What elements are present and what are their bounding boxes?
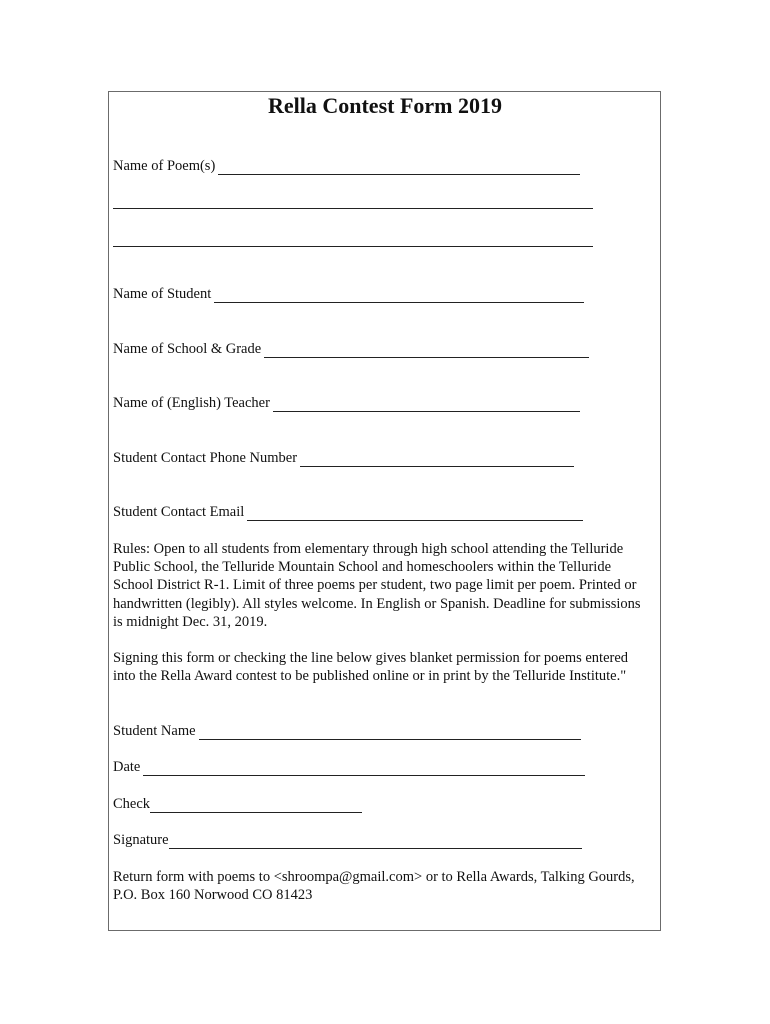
sign-student-name-label: Student Name <box>113 723 196 739</box>
poem-name-label: Name of Poem(s) <box>113 158 216 174</box>
check-field[interactable] <box>150 798 362 813</box>
teacher-row <box>113 394 580 412</box>
student-name-row <box>113 285 584 303</box>
date-label: Date <box>113 759 141 775</box>
email-row <box>113 503 583 521</box>
sign-student-name-row <box>113 722 581 740</box>
signature-row <box>113 831 582 849</box>
form-title: Rella Contest Form 2019 <box>267 93 502 118</box>
poem-name-field-line-3[interactable] <box>113 246 593 247</box>
school-grade-label: Name of School & Grade <box>113 341 262 357</box>
date-field[interactable] <box>143 761 585 776</box>
date-row <box>113 758 585 776</box>
school-grade-field[interactable] <box>264 343 589 358</box>
rules-text: Rules: Open to all students from elementary through high school attending the Telluride Public School, the Telluride Mountain School and homeschoolers within the Telluride School District R-1. Limit of three poems per student, two page limit per poem. Printed or handwritten (legibly). All styles welcome. In English or Spanish. Deadline for submissions is midnight Dec. 31, 2019. <box>113 541 641 630</box>
student-name-field[interactable] <box>214 288 584 303</box>
student-name-label: Name of Student <box>113 286 212 302</box>
phone-row <box>113 449 574 467</box>
poem-name-field[interactable] <box>218 160 580 175</box>
email-label: Student Contact Email <box>113 504 245 520</box>
poem-name-row <box>113 157 580 175</box>
signature-field[interactable] <box>169 834 582 849</box>
check-label: Check <box>113 796 151 812</box>
phone-label: Student Contact Phone Number <box>113 450 298 466</box>
sign-student-name-field[interactable] <box>199 725 581 740</box>
return-note: Return form with poems to <shroompa@gmail.com> or to Rella Awards, Talking Gourds, P.O. Box 160 Norwood CO 81423 <box>113 869 635 904</box>
phone-field[interactable] <box>300 452 574 467</box>
poem-name-field-line-2[interactable] <box>113 208 593 209</box>
permission-text: Signing this form or checking the line below gives blanket permission for poems entered into the Rella Award contest to be published online or in print by the Telluride Institute." <box>113 650 629 685</box>
teacher-label: Name of (English) Teacher <box>113 395 270 411</box>
teacher-field[interactable] <box>273 397 580 412</box>
check-row <box>113 795 362 813</box>
school-grade-row <box>113 340 589 358</box>
email-field[interactable] <box>247 506 583 521</box>
signature-label: Signature <box>113 832 169 848</box>
